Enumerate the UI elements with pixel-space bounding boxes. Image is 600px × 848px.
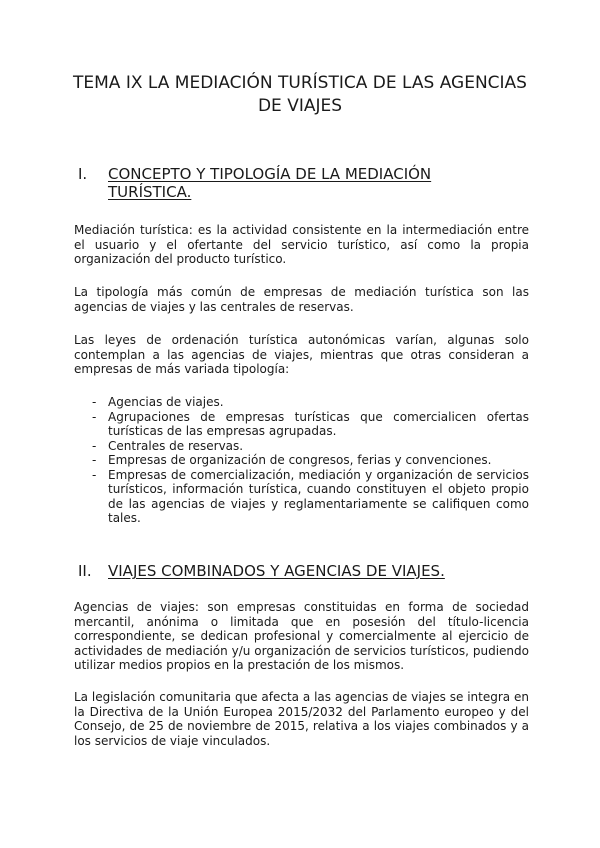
list-item (92, 410, 529, 439)
section-1-paragraph: Las leyes de ordenación turística autonómicas varían, algunas solo contemplan a las agencias de viajes, mientras que otras consideran a empresas de más variada tipología: (74, 333, 529, 376)
section-2-paragraph: Agencias de viajes: son empresas constituidas en forma de sociedad mercantil, anónima o limitada que en posesión del título-licencia correspondiente, se dedican profesional y comercialmente al ejercicio de actividades de mediación y/u organización de servicios turísticos, pudiendo utilizar medios propios en la prestación de los mismos. (74, 600, 529, 672)
section-1-heading (78, 165, 438, 201)
section-2-paragraph: La legislación comunitaria que afecta a las agencias de viajes se integra en la Directiva de la Unión Europea 2015/2032 del Parlamento europeo y del Consejo, de 25 de noviembre de 2015, relativa a los viajes combinados y a los servicios de viaje vinculados. (74, 690, 529, 748)
list-item-text: Empresas de organización de congresos, ferias y convenciones. (108, 453, 492, 467)
list-item (92, 468, 529, 526)
list-item-text: Agrupaciones de empresas turísticas que comercialicen ofertas turísticas de las empresas agrupadas. (108, 409, 529, 438)
section-1-paragraph: Mediación turística: es la actividad consistente en la intermediación entre el usuario y el ofertante del servicio turístico, así como la propia organización del producto turístico. (74, 223, 529, 266)
list-item-text: Agencias de viajes. (108, 395, 224, 409)
section-2-heading (78, 562, 445, 580)
section-1-title: CONCEPTO Y TIPOLOGÍA DE LA MEDIACIÓN TURÍSTICA. (108, 165, 432, 201)
section-1-paragraph: La tipología más común de empresas de mediación turística son las agencias de viajes y las centrales de reservas. (74, 285, 529, 314)
tipology-list (92, 395, 529, 526)
document-title: TEMA IX LA MEDIACIÓN TURÍSTICA DE LAS AGENCIAS DE VIAJES (73, 73, 527, 116)
list-dash: - (92, 409, 97, 424)
section-2-title: VIAJES COMBINADOS Y AGENCIAS DE VIAJES. (108, 562, 445, 580)
list-item-text: Empresas de comercialización, mediación y organización de servicios turísticos, información turística, cuando constituyen el objeto propio de las agencias de viajes y reglamentariamente se califiquen como tales. (108, 467, 529, 525)
list-dash: - (92, 467, 97, 482)
section-2-number: II. (78, 562, 92, 580)
list-item (92, 453, 529, 468)
list-dash: - (92, 395, 97, 409)
list-dash: - (92, 438, 97, 453)
list-item (92, 395, 529, 410)
list-item (92, 439, 529, 454)
list-item-text: Centrales de reservas. (108, 438, 244, 453)
section-1-number: I. (78, 165, 88, 183)
list-dash: - (92, 453, 97, 467)
